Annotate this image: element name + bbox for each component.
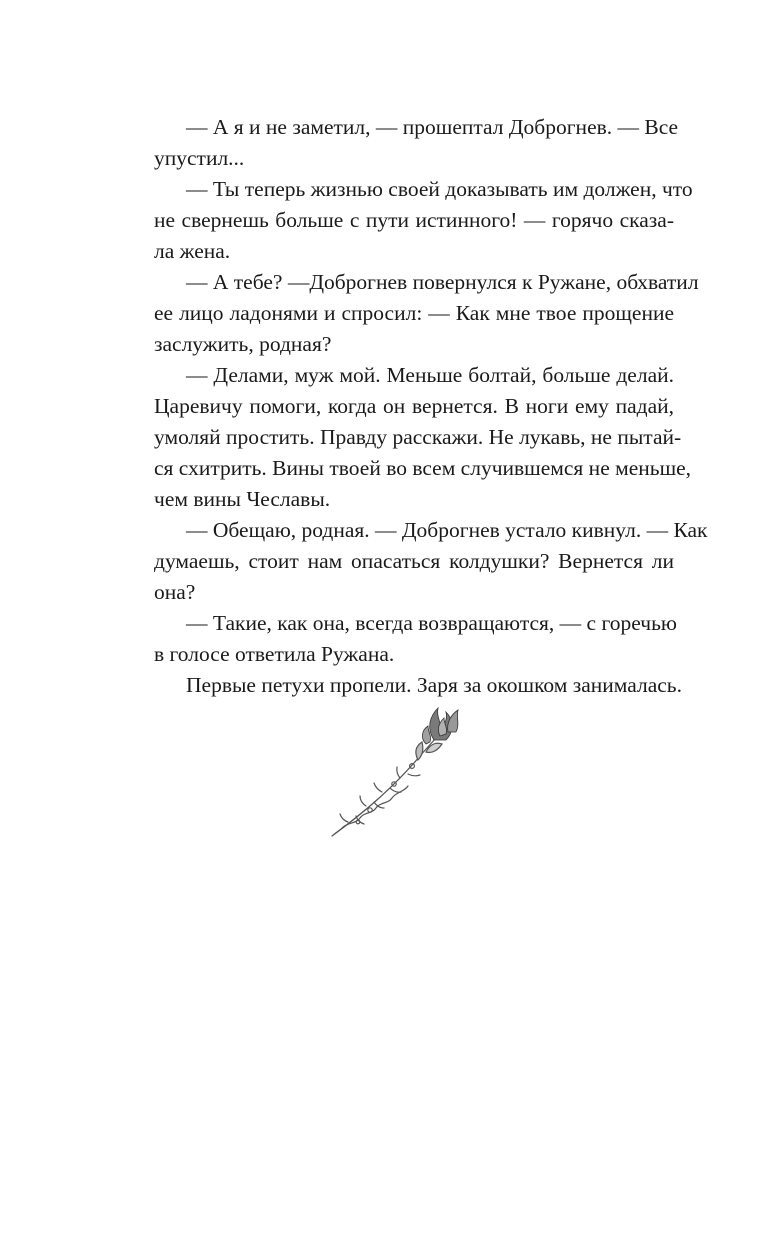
text-line: упустил... [154, 146, 245, 170]
text-line: — А я и не заметил, — прошептал Доброгнев. — Все [186, 115, 679, 139]
text-line: ла жена. [154, 239, 231, 263]
text-line: думаешь, стоит нам опасаться колдушки? Вернется ли [154, 549, 674, 573]
text-line: чем вины Чеславы. [154, 487, 331, 511]
text-line: она? [154, 580, 196, 604]
flaming-sprig-ornament-icon [322, 694, 472, 844]
text-line: заслужить, родная? [154, 332, 332, 356]
text-line: — А тебе? —Доброгнев повернулся к Ружане, обхватил [186, 270, 699, 294]
body-text [122, 112, 708, 701]
paragraph [122, 608, 677, 670]
text-line: умоляй простить. Правду расскажи. Не лукавь, не пытай- [154, 425, 682, 449]
text-line: не свернешь больше с пути истинного! — горячо сказа- [154, 208, 674, 232]
paragraph [122, 515, 708, 608]
text-line: — Делами, муж мой. Меньше болтай, больше делай. [186, 363, 674, 387]
text-line: ся схитрить. Вины твоей во всем случившемся не меньше, [154, 456, 692, 480]
paragraph [122, 267, 699, 360]
paragraph [122, 360, 692, 515]
paragraph [122, 112, 679, 174]
text-line: — Ты теперь жизнью своей доказывать им должен, что [186, 177, 693, 201]
text-line: — Такие, как она, всегда возвращаются, — с горечью [186, 611, 677, 635]
text-line: Царевичу помоги, когда он вернется. В ноги ему падай, [154, 394, 674, 418]
text-line: — Обещаю, родная. — Доброгнев устало кивнул. — Как [186, 518, 708, 542]
text-line: ее лицо ладонями и спросил: — Как мне твое прощение [154, 301, 674, 325]
paragraph [122, 174, 693, 267]
text-line: Первые петухи пропели. Заря за окошком занималась. [186, 673, 682, 697]
text-line: в голосе ответила Ружана. [154, 642, 395, 666]
